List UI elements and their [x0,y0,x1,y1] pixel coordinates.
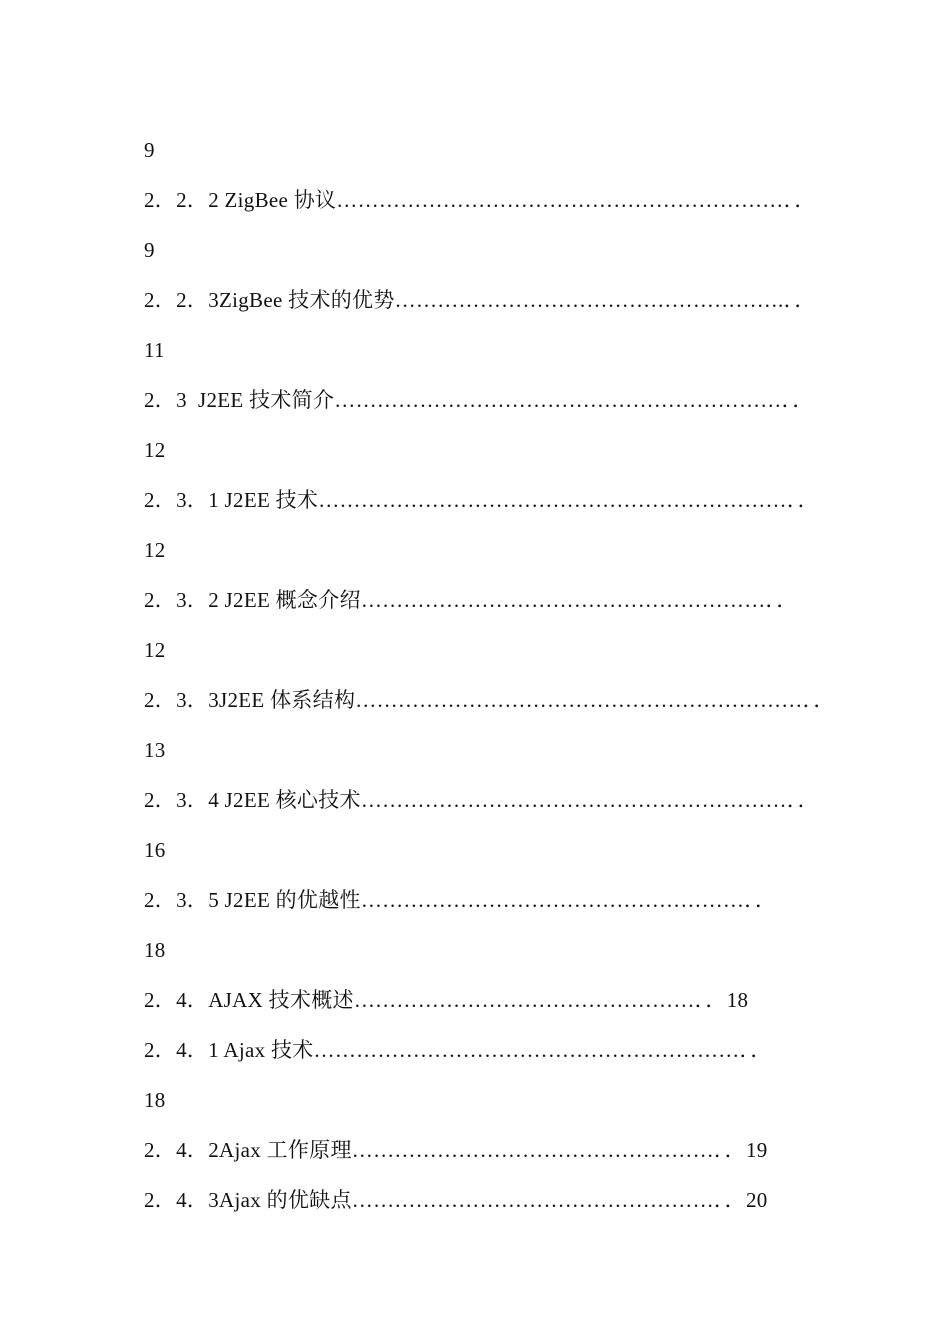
toc-entry: 2．4．3Ajax 的优缺点……………………………………………．．20 [144,1188,768,1212]
toc-page-number: 18 [144,1088,166,1112]
toc-entry: 2．4．AJAX 技术概述…………………………………………．．18 [144,988,749,1012]
toc-page-number: 9 [144,138,155,162]
toc-entry: 2．3．1 J2EE 技术…………………………………………………………．． [144,488,819,512]
toc-page-number: 16 [144,838,166,862]
toc-page-number: 12 [144,638,166,662]
toc-page-number: 11 [144,338,165,362]
toc-entry: 2．3．3J2EE 体系结构………………………………………………………．． [144,688,835,712]
toc-entry: 2．3 J2EE 技术简介………………………………………………………．． [144,388,814,412]
toc-entry: 2．4．1 Ajax 技术……………………………………………………．． [144,1038,772,1062]
toc-entry: 2．3．4 J2EE 核心技术……………………………………………………．． [144,788,819,812]
toc-page-number: 12 [144,438,166,462]
toc-page-number: 13 [144,738,166,762]
toc-entry: 2．3．5 J2EE 的优越性………………………………………………．． [144,888,777,912]
toc-page-number: 9 [144,238,155,262]
toc-entry: 2．2．2 ZigBee 协议………………………………………………………．． [144,188,816,212]
toc-entry: 2．4．2Ajax 工作原理……………………………………………．．19 [144,1138,768,1162]
toc-page-number: 12 [144,538,166,562]
toc-entry: 2．3．2 J2EE 概念介绍…………………………………………………．． [144,588,798,612]
toc-entry: 2．2．3ZigBee 技术的优势……………………………………………….．． [144,288,816,312]
toc-page-number: 18 [144,938,166,962]
